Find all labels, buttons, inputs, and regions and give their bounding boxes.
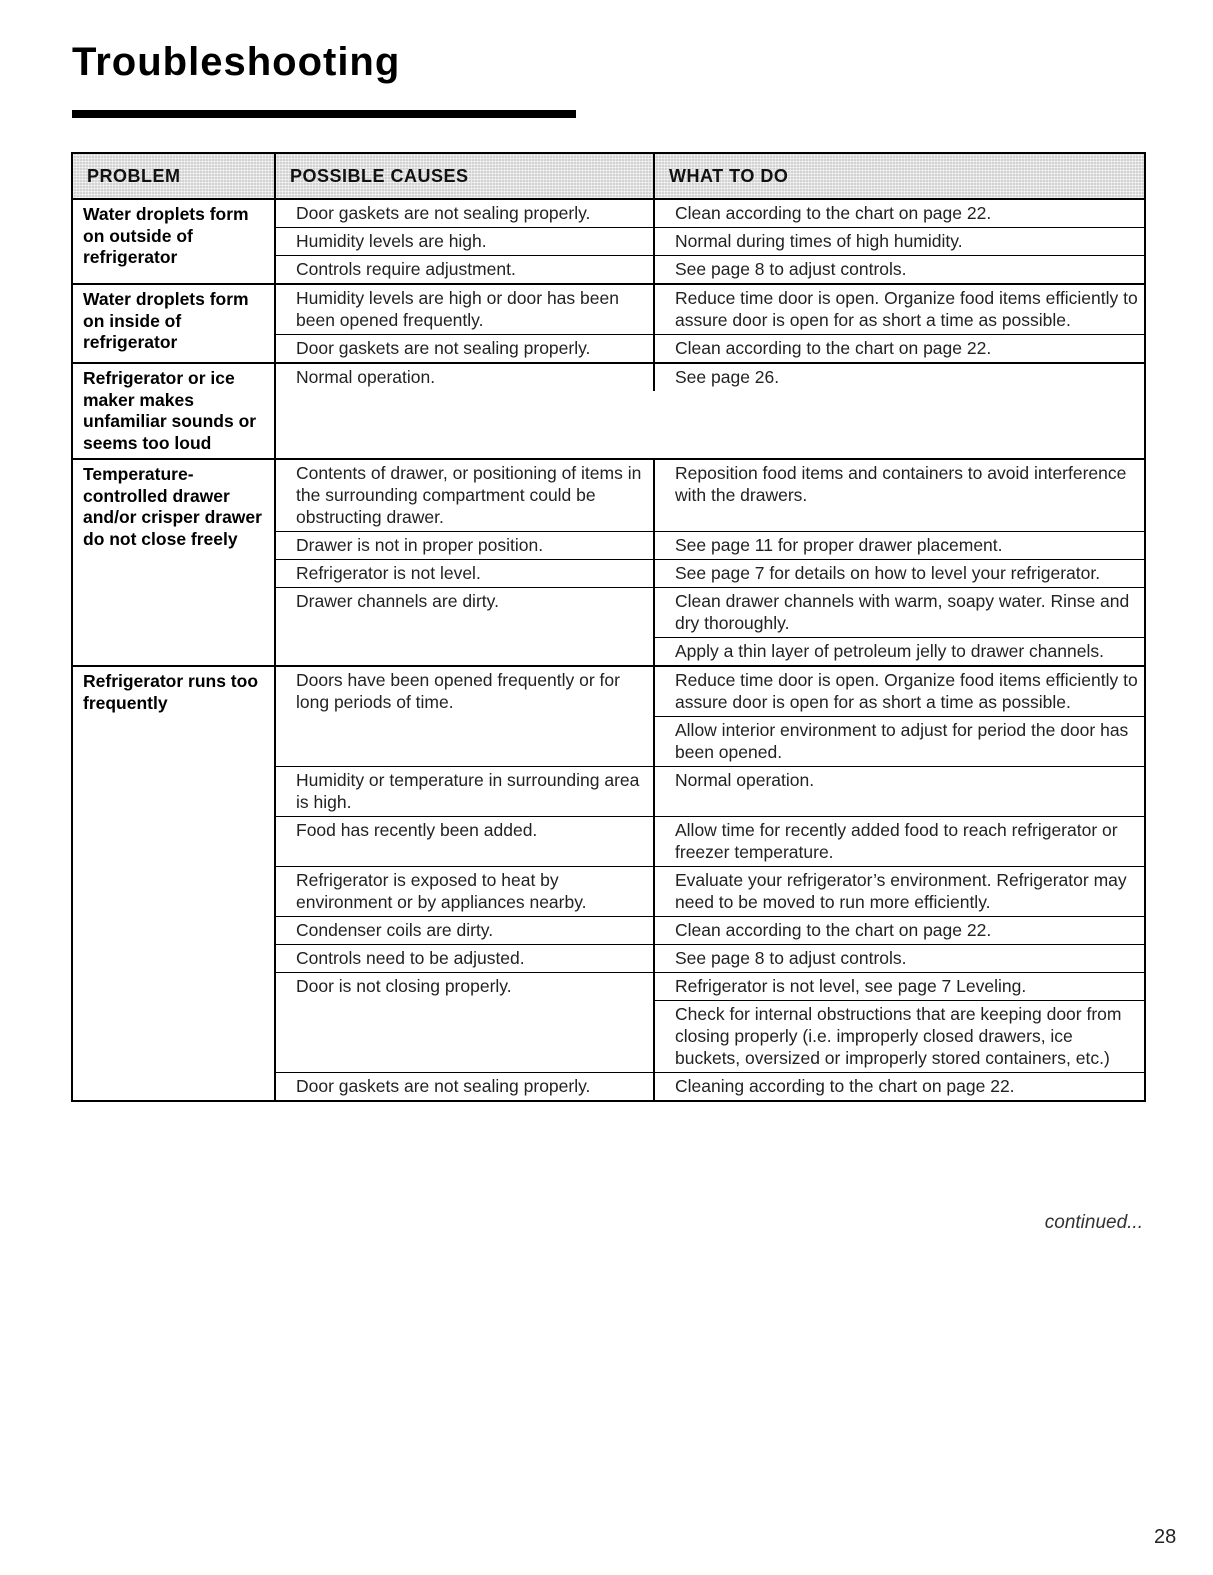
actions-cell [655,667,1144,766]
actions-cell [655,973,1144,1072]
table-row [276,334,1144,362]
table-row [276,255,1144,283]
cause-cell: Refrigerator is not level. [276,560,655,587]
header-problem: PROBLEM [73,154,276,198]
causes-column [276,200,1144,283]
action-text: Clean according to the chart on page 22. [675,920,992,940]
cause-cell: Controls need to be adjusted. [276,945,655,972]
actions-cell [655,200,1144,227]
actions-cell [655,364,1144,391]
action-text: Evaluate your refrigerator’s environment. Refrigerator may need to be moved to run more efficiently. [675,870,1127,912]
page-title: Troubleshooting [72,40,401,84]
cause-cell: Door gaskets are not sealing properly. [276,1073,655,1100]
action-text: Cleaning according to the chart on page 22. [675,1076,1015,1096]
table-row [276,285,1144,334]
cause-cell: Door gaskets are not sealing properly. [276,335,655,362]
table-row [276,559,1144,587]
causes-column [276,364,1144,458]
actions-cell [655,460,1144,531]
table-row [276,916,1144,944]
action-text: See page 8 to adjust controls. [675,948,907,968]
action-text: Refrigerator is not level, see page 7 Leveling. [675,976,1027,996]
table-body [73,200,1144,1100]
table-header [73,154,1144,200]
action-text: See page 26. [675,367,780,387]
causes-column [276,285,1144,362]
table-row [276,1072,1144,1100]
problem-group [73,460,1144,667]
causes-column [276,460,1144,665]
action-text: Normal during times of high humidity. [675,231,963,251]
problem-label: Water droplets form on outside of refrigerator [73,200,276,283]
actions-cell [655,335,1144,362]
cause-cell: Food has recently been added. [276,817,655,866]
cause-cell: Refrigerator is exposed to heat by environment or by appliances nearby. [276,867,655,916]
problem-group [73,667,1144,1100]
actions-cell [655,532,1144,559]
cause-cell: Door is not closing properly. [276,973,655,1072]
action-text: See page 8 to adjust controls. [675,259,907,279]
page-number: 28 [1154,1526,1177,1548]
cause-cell: Normal operation. [276,364,655,391]
action-text: Apply a thin layer of petroleum jelly to drawer channels. [655,637,1144,665]
table-row [276,866,1144,916]
table-row [276,460,1144,531]
causes-column [276,667,1144,1100]
problem-label: Temperature-controlled drawer and/or crisper drawer do not close freely [73,460,276,665]
actions-cell [655,767,1144,816]
actions-cell [655,867,1144,916]
header-what-to-do: WHAT TO DO [655,154,1144,198]
title-underline [72,110,576,118]
table-row [276,972,1144,1072]
action-text: Reduce time door is open. Organize food items efficiently to assure door is open for as short a time as possible. [675,670,1138,712]
table-row [276,227,1144,255]
action-text: Reduce time door is open. Organize food items efficiently to assure door is open for as short a time as possible. [675,288,1138,330]
action-text: Normal operation. [675,770,815,790]
cause-cell: Door gaskets are not sealing properly. [276,200,655,227]
actions-cell [655,917,1144,944]
table-row [276,587,1144,665]
problem-label: Water droplets form on inside of refrigerator [73,285,276,362]
cause-cell: Doors have been opened frequently or for long periods of time. [276,667,655,766]
cause-cell: Drawer is not in proper position. [276,532,655,559]
actions-cell [655,228,1144,255]
continued-note: continued... [1044,1212,1143,1233]
troubleshooting-table [71,152,1146,1102]
action-text: See page 7 for details on how to level your refrigerator. [675,563,1101,583]
header-possible-causes: POSSIBLE CAUSES [276,154,655,198]
action-text: Allow interior environment to adjust for period the door has been opened. [655,716,1144,766]
table-row [276,816,1144,866]
action-text: Clean according to the chart on page 22. [675,338,992,358]
cause-cell: Humidity levels are high or door has been been opened frequently. [276,285,655,334]
table-row [276,364,1144,391]
cause-cell: Drawer channels are dirty. [276,588,655,665]
cause-cell: Condenser coils are dirty. [276,917,655,944]
action-text: Clean according to the chart on page 22. [675,203,992,223]
problem-label: Refrigerator or ice maker makes unfamiliar sounds or seems too loud [73,364,276,458]
action-text: Reposition food items and containers to avoid interference with the drawers. [675,463,1127,505]
table-row [276,531,1144,559]
cause-cell: Contents of drawer, or positioning of items in the surrounding compartment could be obstructing drawer. [276,460,655,531]
table-row [276,766,1144,816]
actions-cell [655,945,1144,972]
actions-cell [655,560,1144,587]
cause-cell: Controls require adjustment. [276,256,655,283]
action-text: Clean drawer channels with warm, soapy water. Rinse and dry thoroughly. [675,591,1130,633]
actions-cell [655,588,1144,665]
table-row [276,944,1144,972]
action-text: See page 11 for proper drawer placement. [675,535,1003,555]
action-text: Allow time for recently added food to reach refrigerator or freezer temperature. [675,820,1118,862]
actions-cell [655,1073,1144,1100]
action-text: Check for internal obstructions that are keeping door from closing properly (i.e. improperly closed drawers, ice buckets, oversized or improperly stored containers, etc.) [655,1000,1144,1072]
actions-cell [655,285,1144,334]
problem-group [73,285,1144,364]
problem-group [73,200,1144,285]
problem-group [73,364,1144,460]
cause-cell: Humidity or temperature in surrounding area is high. [276,767,655,816]
cause-cell: Humidity levels are high. [276,228,655,255]
table-row [276,667,1144,766]
actions-cell [655,256,1144,283]
problem-label: Refrigerator runs too frequently [73,667,276,1100]
actions-cell [655,817,1144,866]
table-row [276,200,1144,227]
